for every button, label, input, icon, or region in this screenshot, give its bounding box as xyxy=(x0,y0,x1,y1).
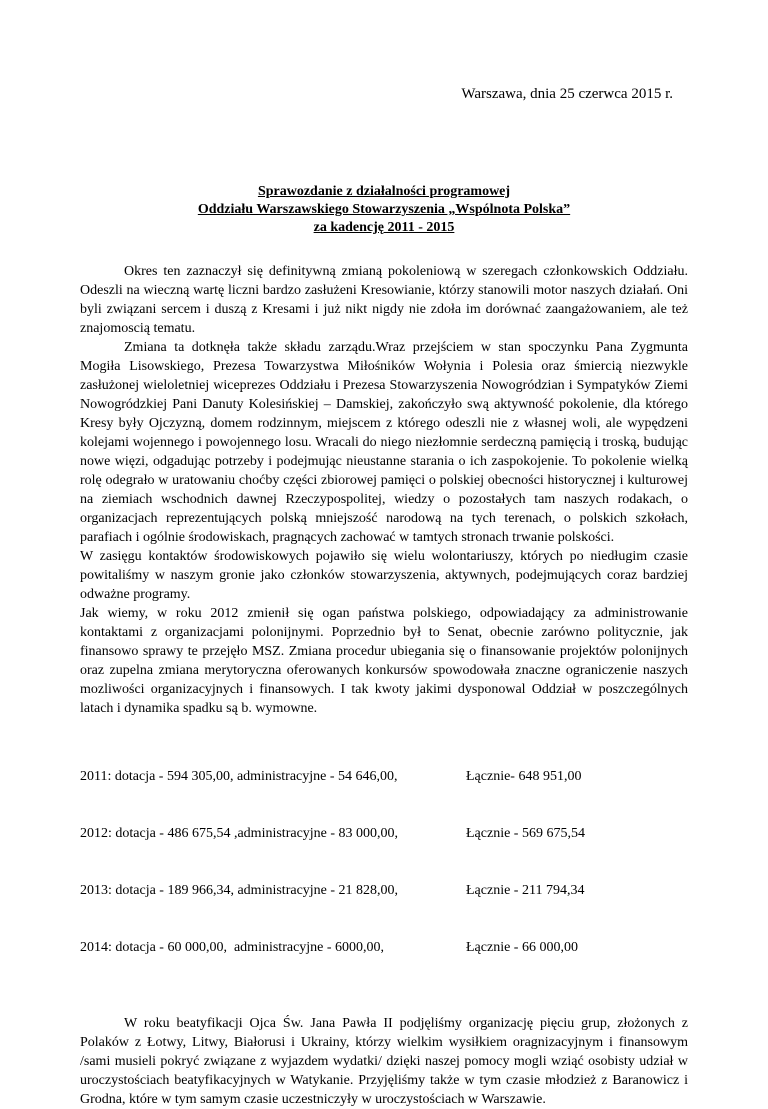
paragraph-2: Zmiana ta dotknęła także składu zarządu.Wraz przejściem w stan spoczynku Pana Zygmunta Mogiła Lisowskiego, Prezesa Towarzystwa Miłośników Wołynia i Polesia oraz śmiercią niezwykle zasłużonej wieloletniej wiceprezes Oddziału i Prezesa Stowarzyszenia Nowogródzian i Sympatyków Ziemi Nowogródzkiej Pani Danuty Kolesińskiej – Damskiej, zakończyło swą aktywność pokolenie, dla którego Kresy były Ojczyzną, domem rodzinnym, miejscem z którego odeszli nie z własnej woli, ale wypędzeni kolejami wojennego i powojennego losu. Wracali do niego niezłomnie serdeczną pamięcią i troską, budując nowe więzi, odgadując potrzeby i podejmując nieustanne starania o ich zaspokojenie. To pokolenie wielką rolę odegrało w uratowaniu choćby części zbiorowej pamięci o polskiej obecności historycznej i kulturowej na ziemiach wschodnich dawnej Rzeczypospolitej, wiedzy o pozostałych tam naszych rodakach, o organizacjach reprezentujących polską mniejszość narodową na tych terenach, o polskich szkołach, parafiach i ogólnie środowiskach, pragnących zachować w tamtych stronach trwanie polskości. xyxy=(80,340,688,545)
title-line-1: Sprawozdanie z działalności programowej xyxy=(257,184,511,199)
funding-row-details: 2013: dotacja - 189 966,34, administracyjne - 21 828,00, xyxy=(80,883,399,898)
funding-row-details: 2011: dotacja - 594 305,00, administracyjne - 54 646,00, xyxy=(80,769,398,784)
funding-row xyxy=(80,824,688,843)
funding-list xyxy=(80,729,688,995)
funding-row xyxy=(80,767,688,786)
funding-row xyxy=(80,881,688,900)
paragraph-5: W roku beatyfikacji Ojca Św. Jana Pawła II podjęliśmy organizację pięciu grup, złożonych z Polaków z Łotwy, Litwy, Białorusi i Ukrainy, którzy wielkim wysiłkiem oragnizacyjnym i finansowym /sami musieli pokryć związane z wyjazdem wydatki/ dzięki naszej pomocy mogli wziąć osobisty udział w uroczystościach beatyfikacyjnych w Watykanie. Przyjęliśmy także w tym czasie młodzież z Baranowicz i Grodna, które w tym samym czasie uczestniczyły w uroczystościach w Warszawie. xyxy=(80,1016,688,1107)
funding-row xyxy=(80,938,688,957)
funding-row-total: Łącznie - 569 675,54 xyxy=(466,826,585,841)
title-line-3: za kadencję 2011 - 2015 xyxy=(313,220,455,235)
funding-row-total: Łącznie- 648 951,00 xyxy=(466,769,582,784)
funding-row-total: Łącznie - 66 000,00 xyxy=(466,940,578,955)
paragraph-1: Okres ten zaznaczył się definitywną zmianą pokoleniową w szeregach członkowskich Oddziału. Odeszli na wieczną wartę liczni bardzo zasłużeni Kresowianie, którzy stanowili motor naszych działań. Oni byli związani sercem i duszą z Kresami i już nikt nigdy nie zdoła im dorównać zaangażowaniem, ale też znajomoscią tematu. xyxy=(80,264,688,336)
funding-row-details: 2012: dotacja - 486 675,54 ,administracyjne - 83 000,00, xyxy=(80,826,399,841)
paragraph-4: Jak wiemy, w roku 2012 zmienił się ogan państwa polskiego, odpowiadający za administrowanie kontaktami z organizacjami polonijnymi. Poprzednio był to Senat, obecnie zarówno politycznie, jak finansowo sprawy te przejęło MSZ. Zmiana procedur ubiegania się o finansowanie projektów polonijnych oraz zupelna zmiana merytoryczna oferowanych konkursów spowodowała znaczne ograniczenie naszych mozliwości organizacyjnych i finansowych. I tak kwoty jakimi dysponowal Oddział w poszczególnych latach i dynamika spadku są b. wymowne. xyxy=(80,606,688,716)
report-title xyxy=(80,183,688,237)
funding-row-total: Łącznie - 211 794,34 xyxy=(466,883,585,898)
report-body xyxy=(80,262,688,1109)
date-line: Warszawa, dnia 25 czerwca 2015 r. xyxy=(461,86,673,102)
paragraph-3: W zasięgu kontaktów środowiskowych pojawiło się wielu wolontariuszy, których po niedługim czasie powitaliśmy w naszym gronie jako członków stowarzyszenia, aktywnych, podejmujących coraz bardziej odważne programy. xyxy=(80,549,688,602)
funding-row-details: 2014: dotacja - 60 000,00, administracyjne - 6000,00, xyxy=(80,940,385,955)
title-line-2: Oddziału Warszawskiego Stowarzyszenia „Wspólnota Polska” xyxy=(197,202,571,217)
